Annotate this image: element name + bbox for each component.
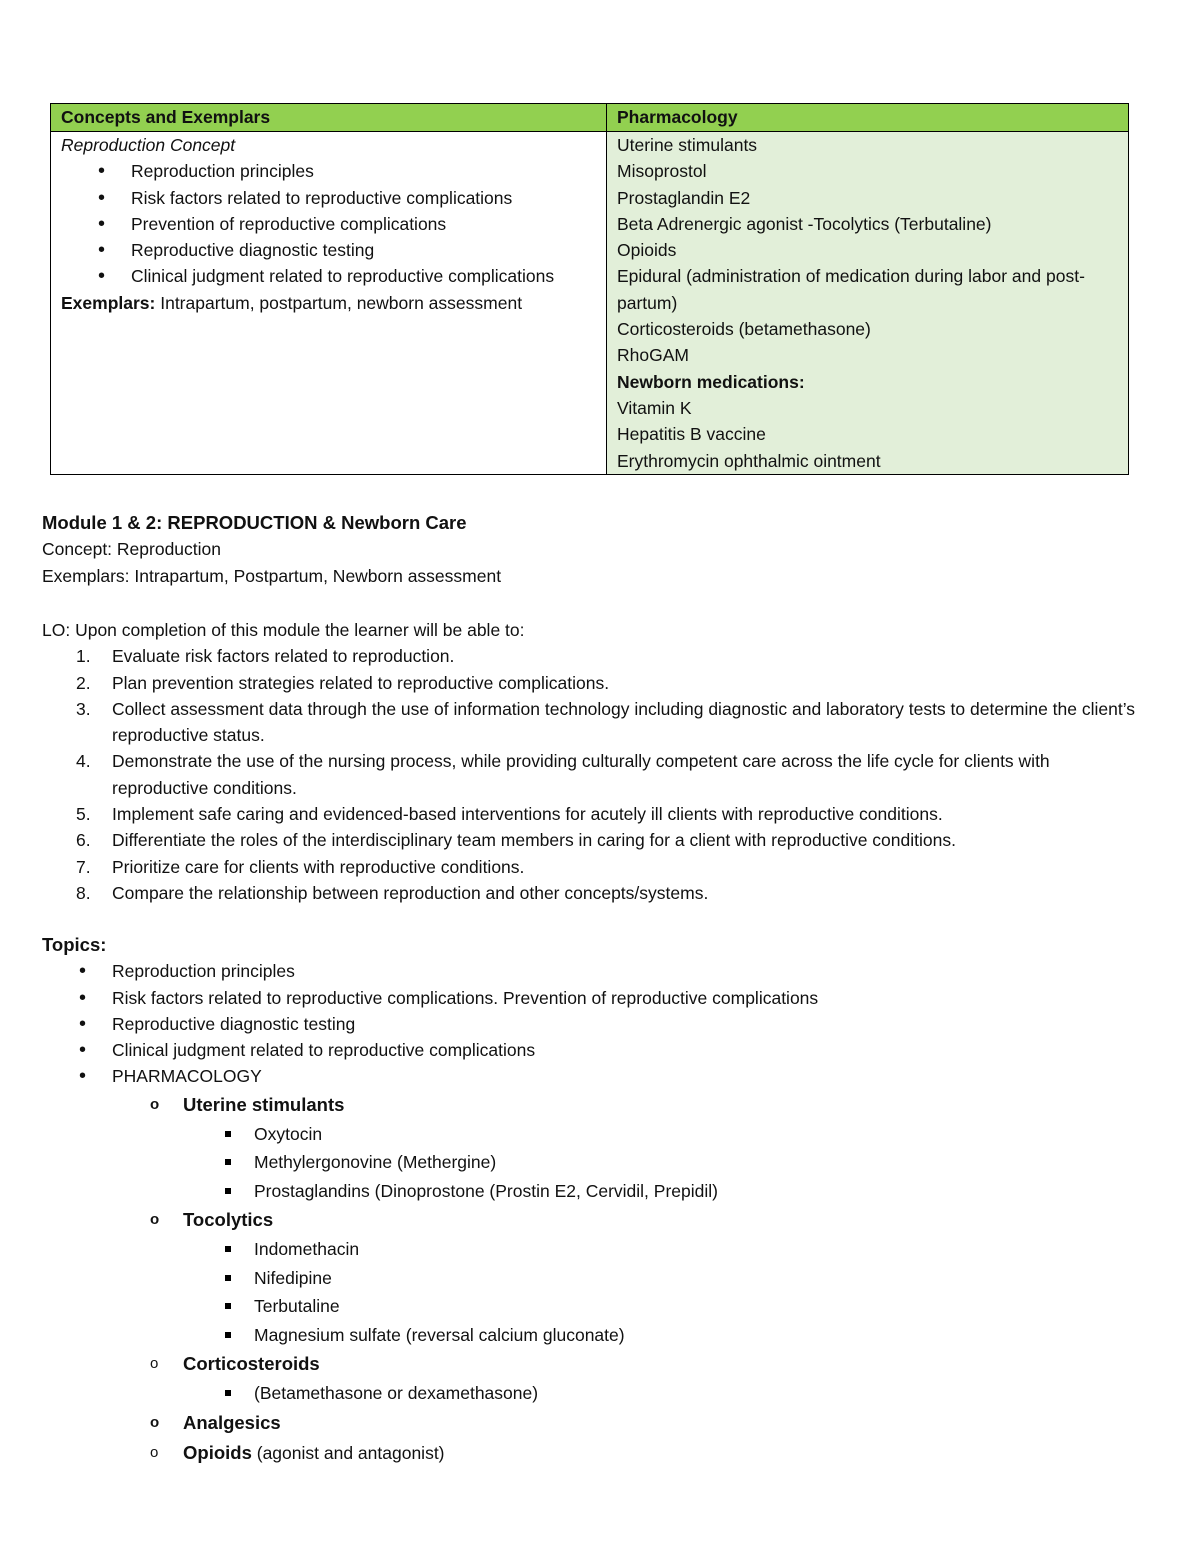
tocolytics-group	[112, 1205, 1142, 1349]
group-title: Opioids	[183, 1441, 252, 1463]
list-item: • Reproductive diagnostic testing	[79, 1012, 356, 1035]
sub-bullet: o	[150, 1211, 160, 1229]
list-item	[42, 801, 1142, 827]
list-item: • Risk factors related to reproductive complications	[61, 185, 596, 211]
concepts-pharmacology-table	[50, 103, 1129, 475]
sub-bullet: o	[150, 1095, 160, 1113]
list-item	[42, 1120, 1142, 1149]
uterine-stimulants-group	[112, 1090, 1142, 1206]
group-title: Analgesics	[183, 1411, 281, 1433]
module-section	[42, 510, 501, 589]
analgesics-title	[42, 1408, 1142, 1438]
newborn-item: Hepatitis B vaccine	[617, 424, 766, 445]
exemplars-line	[61, 290, 596, 316]
list-item	[42, 880, 1142, 906]
list-number: 5.	[76, 804, 91, 825]
pharm-item: Epidural (administration of medication during labor and post-partum)	[617, 266, 1085, 313]
list-text: Evaluate risk factors related to reproduction.	[112, 646, 455, 667]
lo-intro: LO: Upon completion of this module the learner will be able to:	[42, 620, 525, 640]
module-concept: Concept: Reproduction	[42, 539, 221, 560]
list-item: • Reproductive diagnostic testing	[61, 237, 596, 263]
list-item	[42, 643, 1142, 669]
newborn-item: Vitamin K	[617, 397, 692, 418]
pharmacology-cell	[607, 132, 1129, 475]
list-item: • Clinical judgment related to reproductive complications	[79, 1039, 536, 1062]
topics-list	[42, 958, 1142, 1467]
table-row	[51, 132, 1129, 475]
list-item	[42, 1292, 1142, 1321]
topics-title: Topics:	[42, 934, 107, 955]
list-item	[42, 827, 1142, 853]
analgesics-group	[112, 1408, 1142, 1438]
list-item	[42, 1235, 1142, 1264]
list-text: Reproduction principles	[112, 961, 295, 982]
list-number: 6.	[76, 830, 91, 851]
sub-bullet: o	[150, 1413, 160, 1431]
list-number: 8.	[76, 882, 91, 903]
sub-bullet: o	[150, 1355, 159, 1373]
list-item	[42, 670, 1142, 696]
pharm-item: Prostaglandin E2	[617, 187, 751, 208]
list-item	[42, 1264, 1142, 1293]
list-text: Terbutaline	[254, 1296, 340, 1317]
group-title: Tocolytics	[183, 1209, 274, 1231]
list-text: (Betamethasone or dexamethasone)	[254, 1383, 539, 1404]
opioids-title	[42, 1438, 1142, 1468]
list-text: Prioritize care for clients with reproductive conditions.	[112, 856, 525, 877]
list-text: Compare the relationship between reproduction and other concepts/systems.	[112, 882, 709, 903]
pharm-item: Beta Adrenergic agonist -Tocolytics (Terbutaline)	[617, 213, 992, 234]
newborn-medications-label: Newborn medications:	[617, 371, 805, 392]
pharm-item: Corticosteroids (betamethasone)	[617, 319, 871, 340]
concepts-cell	[51, 132, 607, 475]
list-item	[42, 1321, 1142, 1350]
list-text: Nifedipine	[254, 1267, 332, 1288]
list-text: Oxytocin	[254, 1123, 323, 1144]
list-text: Plan prevention strategies related to reproductive complications.	[112, 672, 610, 693]
learning-objectives	[42, 617, 1142, 906]
list-text: Prostaglandins (Dinoprostone (Prostin E2, Cervidil, Prepidil)	[254, 1180, 718, 1201]
opioids-group	[112, 1438, 1142, 1468]
pharm-item: Opioids	[617, 240, 677, 261]
list-text: Implement safe caring and evidenced-based interventions for acutely ill clients with reproductive conditions.	[112, 804, 943, 825]
exemplars-label: Exemplars:	[61, 292, 156, 313]
list-item: • Prevention of reproductive complications	[61, 211, 596, 237]
tocolytics-title	[42, 1205, 1142, 1235]
list-text: Demonstrate the use of the nursing process, while providing culturally competent care across the life cycle for clients with reproductive conditions.	[112, 751, 1050, 798]
list-number: 2.	[76, 672, 91, 693]
newborn-item: Erythromycin ophthalmic ointment	[617, 450, 881, 471]
tocolytics-list	[42, 1235, 1142, 1349]
list-item	[42, 1379, 1142, 1408]
table-header-concepts: Concepts and Exemplars	[51, 104, 607, 132]
pharm-item: Misoprostol	[617, 161, 707, 182]
list-text: Methylergonovine (Methergine)	[254, 1152, 497, 1173]
list-text: Reproductive diagnostic testing	[112, 1013, 356, 1034]
concept-bullet-list	[61, 158, 596, 289]
pharmacology-sublist	[112, 1090, 1142, 1468]
corticosteroids-title	[42, 1349, 1142, 1379]
group-suffix: (agonist and antagonist)	[251, 1442, 445, 1463]
table-header-pharmacology: Pharmacology	[607, 104, 1129, 132]
list-text: Differentiate the roles of the interdisciplinary team members in caring for a client with reproductive conditions.	[112, 830, 956, 851]
list-item: • PHARMACOLOGY o Uterine stimulants Oxytocin Methylergonovine (Methergine) Prostaglandins (Dinoprostone (Prostin E2, Cervidil, Prepidil) o Tocolytics Indomethacin Nifedipine Terbutaline Magnesium sulfate (reversal calcium gluconate) o Corticosteroids (Betamethasone or dexamethasone) o Analgesics o Opioids (agonist and antagonist)	[42, 1063, 1142, 1467]
list-text: PHARMACOLOGY	[112, 1066, 262, 1087]
pharm-item: Uterine stimulants	[617, 135, 758, 155]
list-item	[42, 696, 1142, 749]
pharm-item: RhoGAM	[617, 345, 689, 366]
list-text: Magnesium sulfate (reversal calcium gluconate)	[254, 1324, 625, 1345]
list-item: • Clinical judgment related to reproductive complications	[61, 263, 596, 289]
list-item: • Reproduction principles	[79, 960, 295, 983]
list-number: 4.	[76, 751, 91, 772]
uterine-stimulants-title	[42, 1090, 1142, 1120]
table-header-row	[51, 104, 1129, 132]
list-item	[42, 1148, 1142, 1177]
list-text: Indomethacin	[254, 1239, 360, 1260]
topics-section	[42, 932, 1142, 1468]
list-item	[42, 1177, 1142, 1206]
list-text: Risk factors related to reproductive complications. Prevention of reproductive complications	[112, 987, 819, 1008]
list-item	[42, 854, 1142, 880]
exemplars-text: Intrapartum, postpartum, newborn assessment	[155, 292, 523, 313]
list-item: • Reproduction principles	[61, 158, 596, 184]
list-text: Clinical judgment related to reproductive complications	[112, 1040, 536, 1061]
corticosteroids-list	[42, 1379, 1142, 1408]
sub-bullet: o	[150, 1443, 159, 1461]
list-number: 7.	[76, 856, 91, 877]
module-exemplars: Exemplars: Intrapartum, Postpartum, Newborn assessment	[42, 565, 502, 586]
list-text: Collect assessment data through the use of information technology including diagnostic and laboratory tests to determine the client’s reproductive status.	[112, 698, 1136, 746]
list-item	[42, 748, 1142, 801]
group-title: Uterine stimulants	[183, 1093, 345, 1115]
group-title: Corticosteroids	[183, 1353, 320, 1375]
lo-list	[42, 643, 1142, 906]
list-number: 1.	[76, 646, 91, 667]
list-number: 3.	[76, 698, 91, 719]
uterine-stimulants-list	[42, 1120, 1142, 1206]
module-title: Module 1 & 2: REPRODUCTION & Newborn Care	[42, 512, 467, 533]
list-item: • Risk factors related to reproductive complications. Prevention of reproductive complications	[79, 986, 819, 1009]
concept-title: Reproduction Concept	[61, 135, 236, 155]
corticosteroids-group	[112, 1349, 1142, 1408]
